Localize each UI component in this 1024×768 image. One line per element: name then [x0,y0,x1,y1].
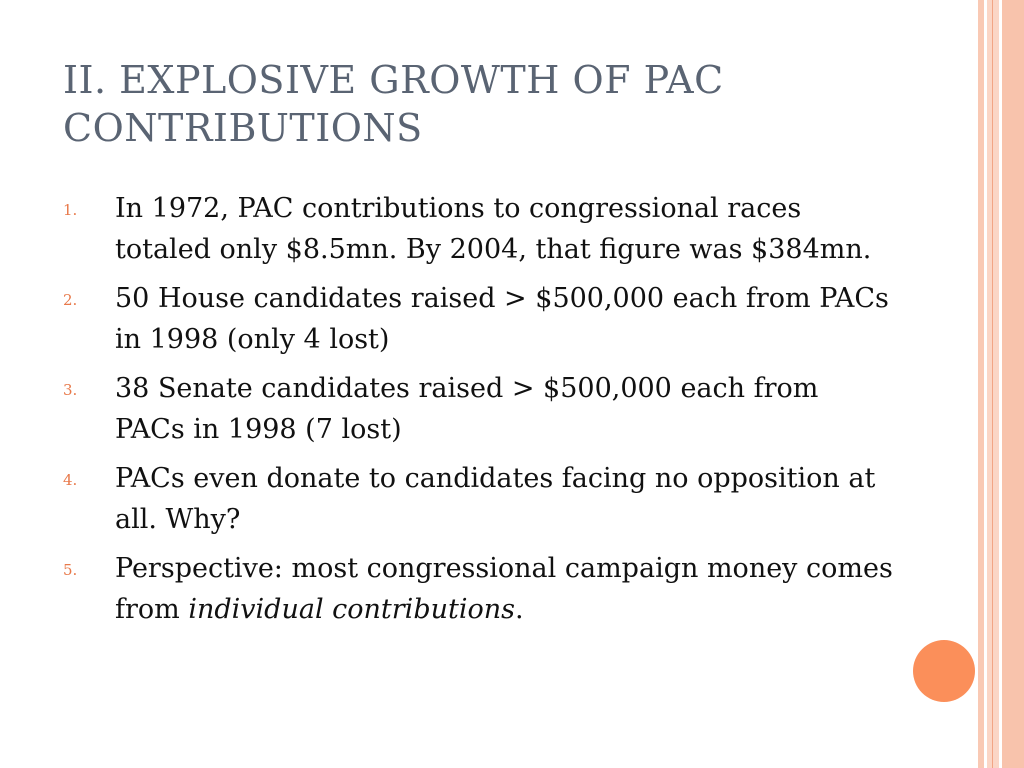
bullet-text: 50 House candidates raised > $500,000 each from PACs in 1998 (only 4 lost) [115,283,889,355]
decorative-stripe [992,0,993,768]
list-item [63,278,893,360]
bullet-number: 5. [63,561,78,579]
slide-title: II. EXPLOSIVE GROWTH OF PAC CONTRIBUTIONS [63,58,724,150]
decorative-stripe [1002,0,1024,768]
bullet-list [63,188,893,638]
decorative-stripe [987,0,999,768]
bullet-number: 1. [63,201,78,219]
bullet-text [115,548,893,630]
accent-circle [913,640,975,702]
list-item [63,188,893,270]
list-item [63,548,893,630]
bullet-text: In 1972, PAC contributions to congressional races totaled only $8.5mn. By 2004, that figure was $384mn. [115,193,872,265]
list-item [63,368,893,450]
bullet-number: 4. [63,471,78,489]
bullet-text: PACs even donate to candidates facing no opposition at all. Why? [115,463,876,535]
bullet-text-main: Perspective: most congressional campaign money comes from [115,553,893,625]
bullet-number: 2. [63,291,78,309]
bullet-text-emphasis: individual contributions [188,594,515,625]
bullet-text: 38 Senate candidates raised > $500,000 each from PACs in 1998 (7 lost) [115,373,819,445]
bullet-text-suffix: . [514,594,524,625]
list-item [63,458,893,540]
bullet-number: 3. [63,381,78,399]
